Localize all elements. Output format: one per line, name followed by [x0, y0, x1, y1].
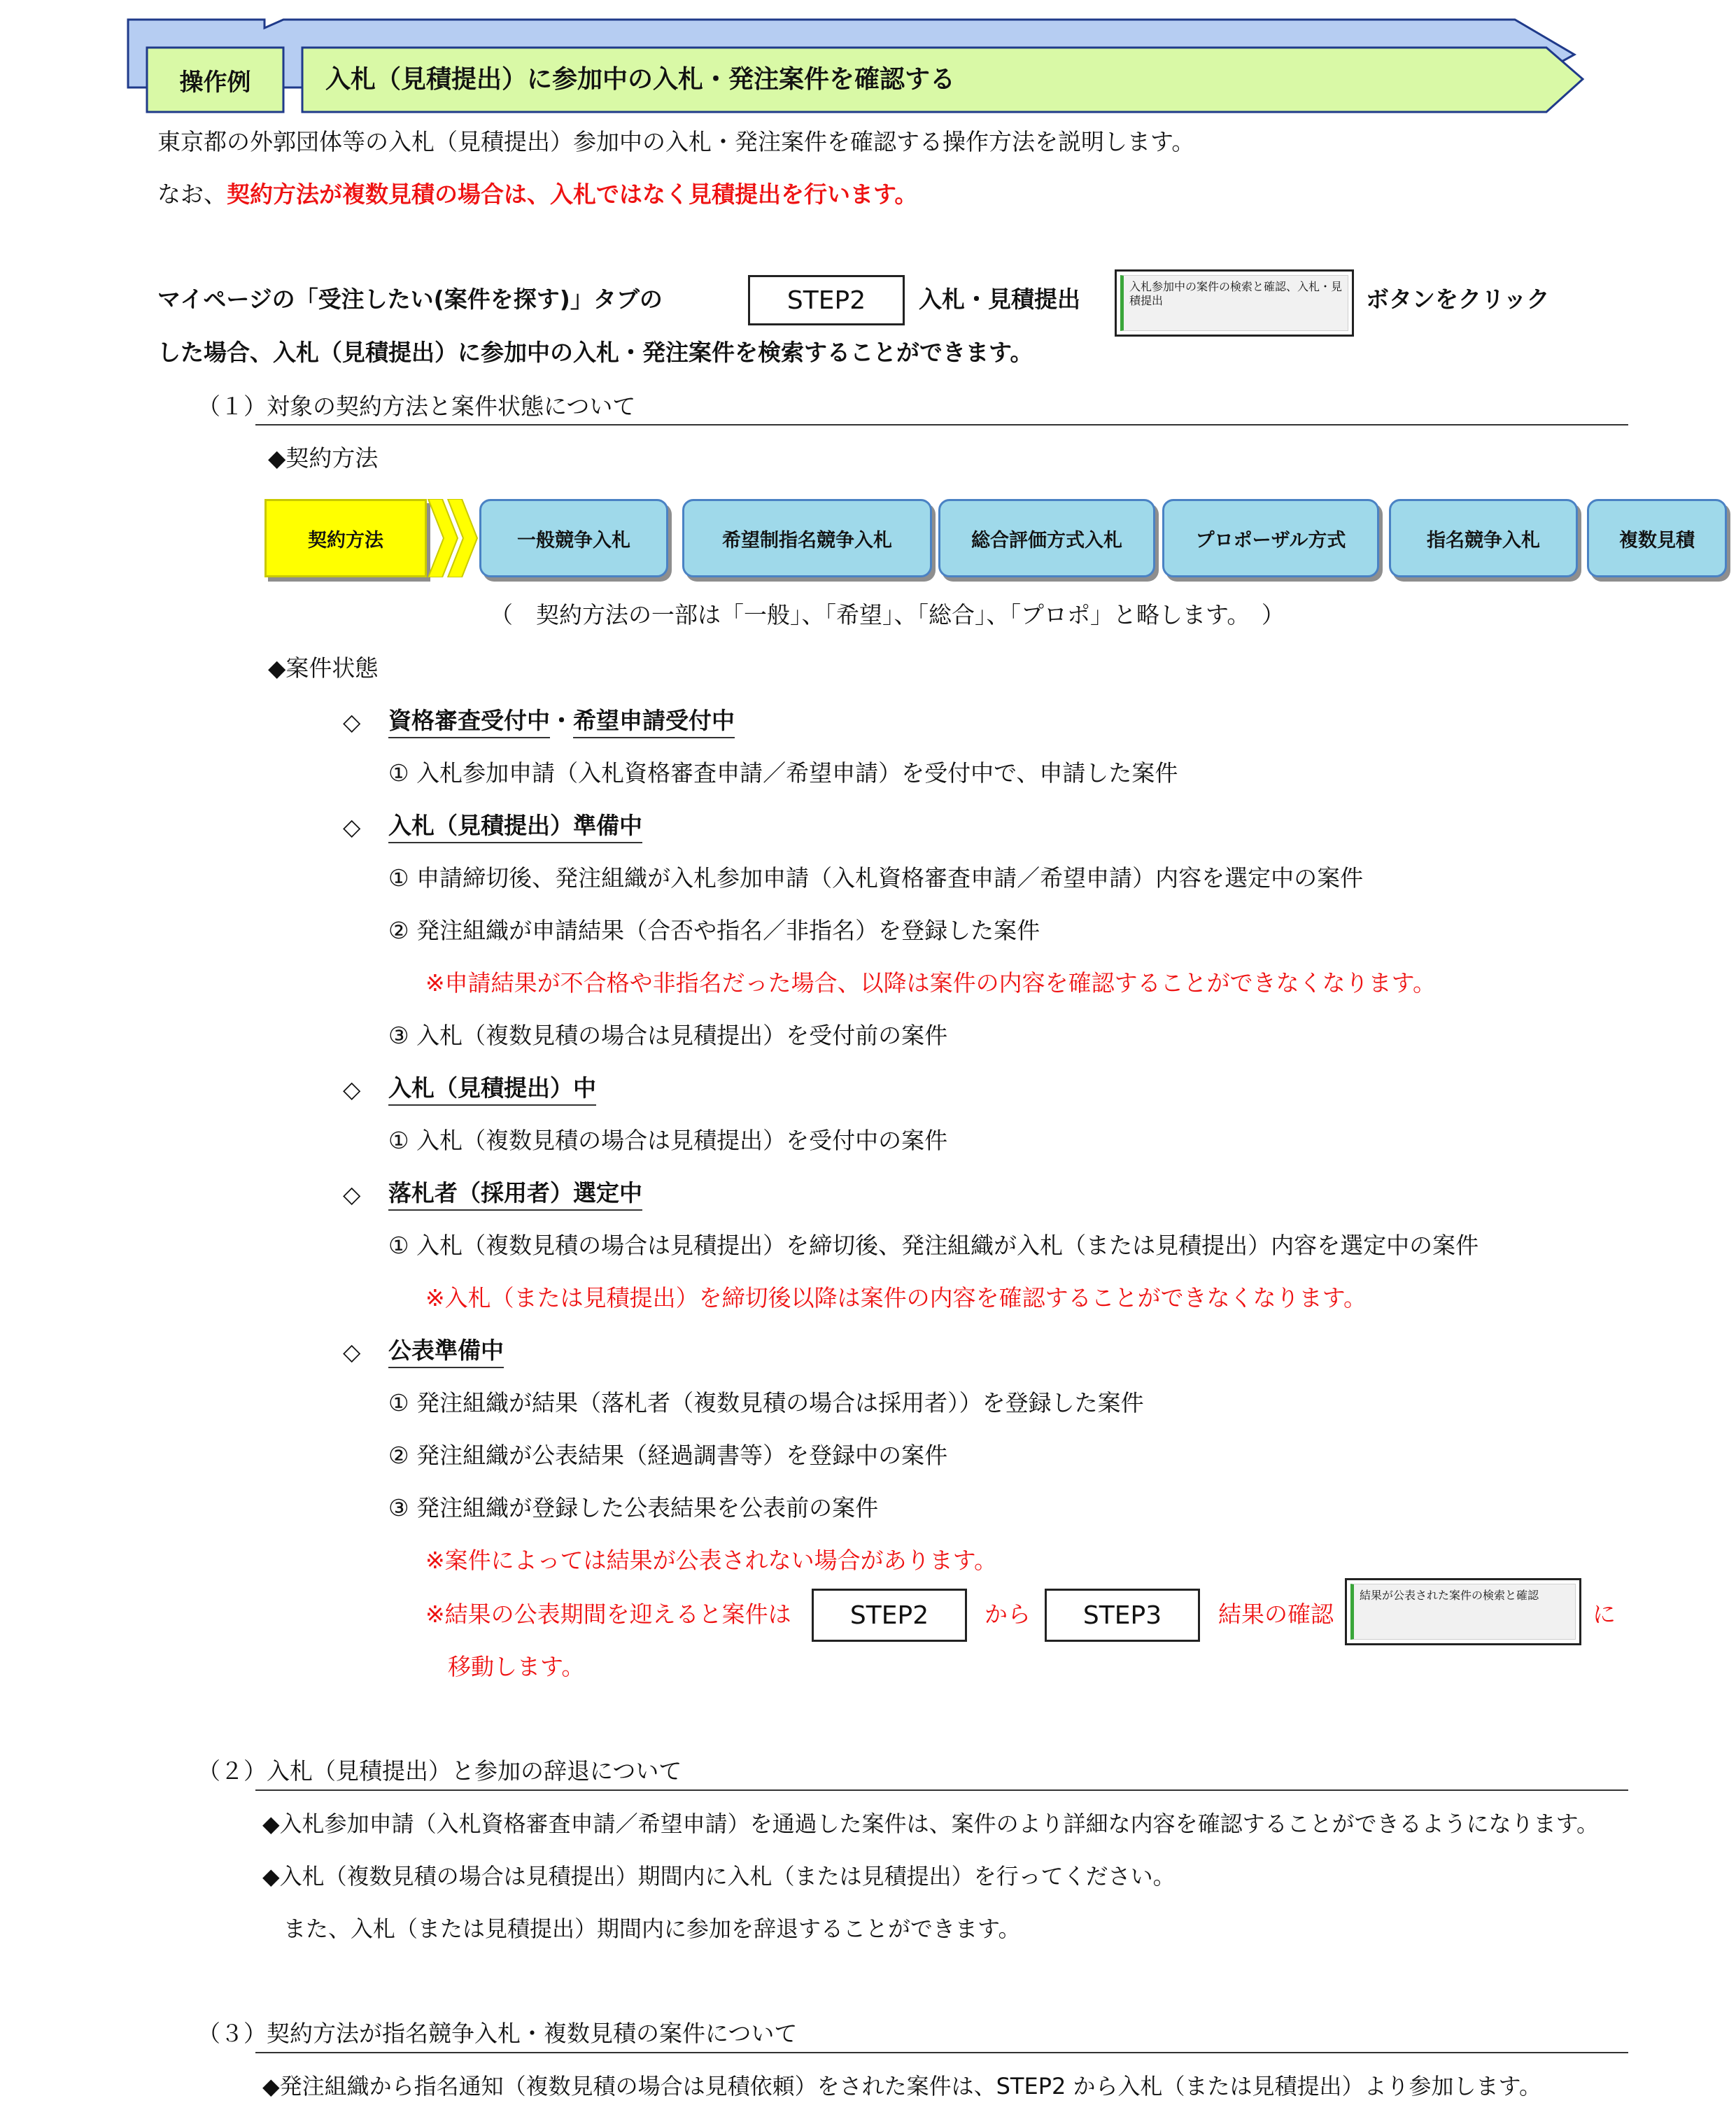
guide-post: ボタンをクリック: [1366, 286, 1550, 313]
status5-item: ① 発注組織が結果（落札者（複数見積の場合は採用者））を登録した案件: [388, 1389, 1144, 1416]
diamond-icon: ◇: [343, 708, 361, 736]
diamond-icon: ◇: [343, 1181, 361, 1208]
status4-item: ① 入札（複数見積の場合は見積提出）を締切後、発注組織が入札（または見積提出）内容を選定中の案件: [388, 1232, 1479, 1259]
intro-note-emphasis: 契約方法が複数見積の場合は、入札ではなく見積提出を行います。: [227, 181, 918, 208]
method-chip-general: 一般競争入札: [479, 499, 668, 577]
intro-note: [157, 181, 917, 209]
section2-item: ◆入札参加申請（入札資格審査申請／希望申請）を通過した案件は、案件のより詳細な内容を確認することができるようになります。: [262, 1810, 1600, 1837]
status5-item: ③ 発注組織が登録した公表結果を公表前の案件: [388, 1494, 879, 1521]
status3-title-text: 入札（見積提出）中: [388, 1074, 596, 1106]
status2-title-text: 入札（見積提出）準備中: [388, 812, 642, 843]
chevron-arrows-icon: [424, 499, 483, 577]
status4-title: [388, 1179, 642, 1207]
method-chip-multiple-quotes: 複数見積: [1587, 499, 1727, 577]
method-chip-designated: 指名競争入札: [1389, 499, 1578, 577]
status5-move-end: 移動します。: [448, 1653, 585, 1680]
method-chip-label: 契約方法: [264, 499, 427, 577]
status2-item: ① 申請締切後、発注組織が入札参加申請（入札資格審査申請／希望申請）内容を選定中の案件: [388, 864, 1364, 892]
status3-item: ① 入札（複数見積の場合は見積提出）を受付中の案件: [388, 1127, 948, 1154]
status1-title-b: 希望申請受付中: [573, 707, 735, 738]
published-results-button-label: 結果が公表された案件の検索と確認: [1350, 1584, 1576, 1640]
step2-label: STEP2: [812, 1589, 967, 1642]
methods-heading: ◆契約方法: [268, 444, 379, 472]
search-participating-button[interactable]: [1115, 269, 1354, 337]
status1-title-sep: ・: [550, 707, 573, 734]
status4-title-text: 落札者（採用者）選定中: [388, 1179, 642, 1211]
status2-warning: ※申請結果が不合格や非指名だった場合、以降は案件の内容を確認することができなくなります。: [425, 969, 1437, 997]
section2-rule: [255, 1789, 1628, 1791]
status4-warning: ※入札（または見積提出）を締切後以降は案件の内容を確認することができなくなります。: [425, 1284, 1367, 1311]
step2-tab-label: STEP2: [748, 275, 905, 325]
diamond-icon: ◇: [343, 1076, 361, 1103]
status5-from: から: [985, 1601, 1031, 1628]
step3-label: STEP3: [1045, 1589, 1200, 1642]
search-participating-button-label: 入札参加中の案件の検索と確認、入札・見積提出: [1120, 275, 1348, 331]
status5-title: [388, 1337, 504, 1365]
diamond-icon: ◇: [343, 1338, 361, 1365]
section2-heading: （２）入札（見積提出）と参加の辞退について: [197, 1757, 682, 1785]
status1-title: [388, 707, 735, 735]
section3-heading: （３）契約方法が指名競争入札・複数見積の案件について: [197, 2020, 798, 2047]
status2-item: ② 発注組織が申請結果（合否や指名／非指名）を登録した案件: [388, 917, 1040, 944]
published-results-button[interactable]: [1345, 1578, 1581, 1645]
diamond-icon: ◇: [343, 813, 361, 841]
section2-item-continued: また、入札（または見積提出）期間内に参加を辞退することができます。: [283, 1915, 1021, 1942]
status5-move-note: ※結果の公表期間を迎えると案件は: [425, 1601, 791, 1628]
abbrev-note: （ 契約方法の一部は「一般」、「希望」、「総合」、「プロポ」と略します。 ）: [490, 601, 1285, 628]
status1-item: ① 入札参加申請（入札資格審査申請／希望申請）を受付中で、申請した案件: [388, 759, 1178, 787]
guide-pre: マイページの「受注したい(案件を探す)」タブの: [157, 286, 663, 313]
page-title: 入札（見積提出）に参加中の入札・発注案件を確認する: [325, 65, 956, 94]
status2-item: ③ 入札（複数見積の場合は見積提出）を受付前の案件: [388, 1022, 948, 1049]
header-tag: 操作例: [179, 68, 251, 97]
status5-item: ② 発注組織が公表結果（経過調書等）を登録中の案件: [388, 1442, 948, 1469]
guide-line2: した場合、入札（見積提出）に参加中の入札・発注案件を検索することができます。: [157, 339, 1033, 366]
status5-result-label: 結果の確認: [1218, 1601, 1334, 1628]
status-heading: ◆案件状態: [268, 654, 379, 682]
status5-title-text: 公表準備中: [388, 1337, 504, 1368]
section1-rule: [255, 424, 1628, 425]
method-chip-comprehensive: 総合評価方式入札: [938, 499, 1155, 577]
status5-warning: ※案件によっては結果が公表されない場合があります。: [425, 1547, 998, 1574]
status1-title-a: 資格審査受付中: [388, 707, 550, 738]
method-chip-proposal: プロポーザル方式: [1162, 499, 1379, 577]
section3-item: ◆発注組織から指名通知（複数見積の場合は見積依頼）をされた案件は、STEP2 から入札（または見積提出）より参加します。: [262, 2073, 1541, 2100]
section1-heading: （１）対象の契約方法と案件状態について: [197, 393, 636, 420]
status5-ni: に: [1593, 1601, 1616, 1628]
section3-rule: [255, 2052, 1628, 2053]
guide-mid: 入札・見積提出: [919, 286, 1080, 313]
status3-title: [388, 1074, 596, 1102]
status2-title: [388, 812, 642, 840]
section2-item: ◆入札（複数見積の場合は見積提出）期間内に入札（または見積提出）を行ってください。: [262, 1863, 1176, 1890]
method-chip-preferred: 希望制指名競争入札: [682, 499, 932, 577]
intro-note-prefix: なお、: [157, 181, 227, 208]
intro-text: 東京都の外郭団体等の入札（見積提出）参加中の入札・発注案件を確認する操作方法を説明します。: [157, 128, 1195, 155]
